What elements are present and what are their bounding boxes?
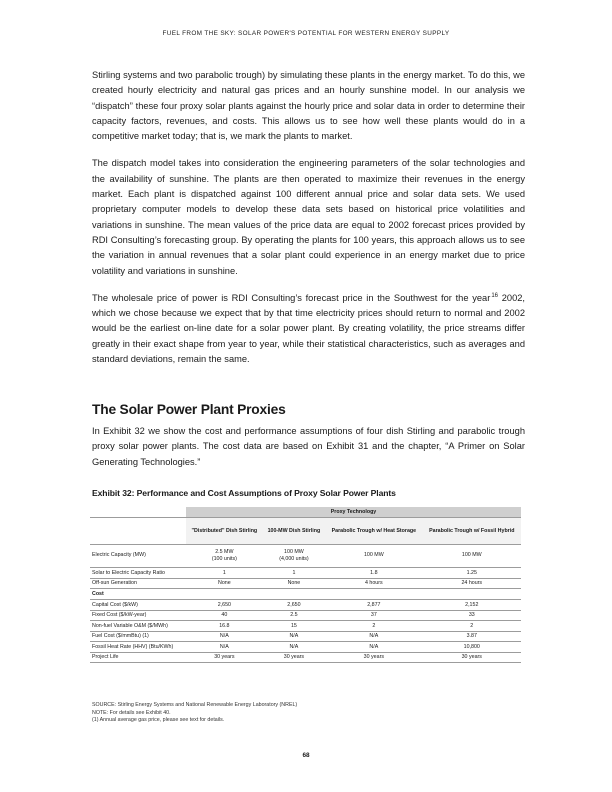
table-cell: 2 <box>325 621 422 632</box>
table-cell: N/A <box>186 631 263 642</box>
column-header-row <box>90 518 521 545</box>
table-row <box>90 621 521 632</box>
exhibit-table <box>90 507 521 663</box>
table-cell: 2 <box>423 621 521 632</box>
table-cell: 24 hours <box>423 578 521 589</box>
row-label: Solar to Electric Capacity Ratio <box>90 568 186 579</box>
capacity-value: 2.5 MW <box>215 548 234 555</box>
row-label: Fixed Cost ($/kW-year) <box>90 610 186 621</box>
column-header-blank <box>90 518 186 545</box>
footnote-note: (1) Annual average gas price, please see text for details. <box>92 717 225 724</box>
table-row <box>90 652 521 663</box>
table-cell: 1.8 <box>325 568 422 579</box>
paragraph-3-part-a: The wholesale price of power is RDI Consulting’s forecast price in the Southwest for the year <box>92 292 491 303</box>
capacity-units: (100 units) <box>211 556 237 562</box>
table-cell: 30 years <box>263 652 325 663</box>
table-row <box>90 578 521 589</box>
column-header: 100-MW Dish Stirling <box>263 518 325 545</box>
row-label: Capital Cost ($/kW) <box>90 600 186 611</box>
column-header: Parabolic Trough w/ Heat Storage <box>325 518 422 545</box>
table-cell: 1.25 <box>423 568 521 579</box>
paragraph-3 <box>92 291 525 367</box>
column-header: Parabolic Trough w/ Fossil Hybrid <box>423 518 521 545</box>
section-title: The Solar Power Plant Proxies <box>92 402 286 417</box>
paragraph-2: The dispatch model takes into consideration the engineering parameters of the solar technologies and the availability of sunshine. The plants are then operated to maximize their revenues in the energy market. Each plant is dispatched against 100 different annual price and solar data sets. We used proprietary computer models to develop these data sets based on historical price volatilities and variations in sunshine. The mean values of the price data are equal to 2002 forecast prices provided by RDI Consulting’s forecasting group. By operating the plants for 100 years, this approach allows us to see the variation in annual revenues that a solar plant could experience in an energy market due to price volatility and variations in sunshine. <box>92 158 525 276</box>
capacity-cell <box>263 545 325 568</box>
capacity-cell <box>325 545 422 568</box>
footnote-ref[interactable]: 16 <box>491 292 498 299</box>
table-cell: 40 <box>186 610 263 621</box>
body-text <box>92 68 525 379</box>
exhibit-table-grid <box>90 507 521 663</box>
capacity-units: (4,000 units) <box>279 556 309 562</box>
table-cell: N/A <box>325 631 422 642</box>
table-cell: 33 <box>423 610 521 621</box>
table-row <box>90 631 521 642</box>
table-cell: 10,800 <box>423 642 521 653</box>
table-cell: N/A <box>263 631 325 642</box>
table-cell: N/A <box>325 642 422 653</box>
row-label: Fossil Heat Rate (HHV) (Btu/KWh) <box>90 642 186 653</box>
table-cell: 30 years <box>186 652 263 663</box>
table-cell: N/A <box>263 642 325 653</box>
row-label: Fuel Cost ($/mmBtu) (1) <box>90 631 186 642</box>
page-number: 68 <box>302 752 310 759</box>
table-cell: 37 <box>325 610 422 621</box>
cost-section-row <box>90 589 521 600</box>
row-label: Off-sun Generation <box>90 578 186 589</box>
capacity-value: 100 MW <box>461 552 482 559</box>
paragraph-3-part-b: 2002, which we chose because we expect that by that time electricity prices should return to normal and 2002 would be the earliest on-line date for a solar power plant. By creating volatility, the price streams differ greatly in their exact shape from year to year, while their statistical characteristics, such as averages and standard deviations, remain the same. <box>92 292 525 365</box>
column-header: "Distributed" Dish Stirling <box>186 518 263 545</box>
capacity-value: 100 MW <box>284 548 304 555</box>
table-cell: 1 <box>263 568 325 579</box>
row-label: Electric Capacity (MW) <box>90 545 186 568</box>
table-cell: N/A <box>186 642 263 653</box>
table-cell: 2,877 <box>325 600 422 611</box>
table-cell: 16.8 <box>186 621 263 632</box>
table-row <box>90 642 521 653</box>
paragraph-1: Stirling systems and two parabolic trough) by simulating these plants in the energy market. To do this, we created hourly electricity and natural gas prices and an hourly sunshine model. In our analysis we “dispatch” these four proxy solar plants against the hourly price and solar data in order to determine their capacity factors, revenues, and costs. This allows us to see how well these plants would do in a competitive market today; that is, we mark the plants to market. <box>92 70 525 142</box>
table-row <box>90 545 521 568</box>
table-cell: 4 hours <box>325 578 422 589</box>
row-label: Project Life <box>90 652 186 663</box>
table-cell: None <box>263 578 325 589</box>
table-cell: None <box>186 578 263 589</box>
table-cell: 2.5 <box>263 610 325 621</box>
table-cell: 30 years <box>325 652 422 663</box>
detail-note: NOTE: For details see Exhibit 40. <box>92 709 171 716</box>
source-note: SOURCE: Stirling Energy Systems and National Renewable Energy Laboratory (NREL) <box>92 702 298 708</box>
table-cell: 2,650 <box>186 600 263 611</box>
proxy-header-row <box>90 507 521 518</box>
table-row <box>90 610 521 621</box>
capacity-cell <box>186 545 263 568</box>
header-blank-cell <box>90 507 186 518</box>
table-notes <box>92 702 297 725</box>
section-intro: In Exhibit 32 we show the cost and performance assumptions of four dish Stirling and parabolic trough proxy solar power plants. The cost data are based on Exhibit 31 and the chapter, “A Primer on Solar Generating Technologies.” <box>92 426 525 467</box>
proxy-technology-header: Proxy Technology <box>186 507 521 518</box>
row-label: Non-fuel Variable O&M ($/MWh) <box>90 621 186 632</box>
table-cell: 2,650 <box>263 600 325 611</box>
table-row <box>90 568 521 579</box>
table-row <box>90 600 521 611</box>
table-cell: 15 <box>263 621 325 632</box>
exhibit-title: Exhibit 32: Performance and Cost Assumptions of Proxy Solar Power Plants <box>92 488 396 498</box>
capacity-cell <box>423 545 521 568</box>
capacity-value: 100 MW <box>363 552 384 559</box>
table-cell: 3.87 <box>423 631 521 642</box>
table-cell: 2,152 <box>423 600 521 611</box>
running-header: FUEL FROM THE SKY: SOLAR POWER'S POTENTIAL FOR WESTERN ENERGY SUPPLY <box>162 30 450 37</box>
cost-section-label: Cost <box>90 589 521 600</box>
table-cell: 1 <box>186 568 263 579</box>
table-cell: 30 years <box>423 652 521 663</box>
